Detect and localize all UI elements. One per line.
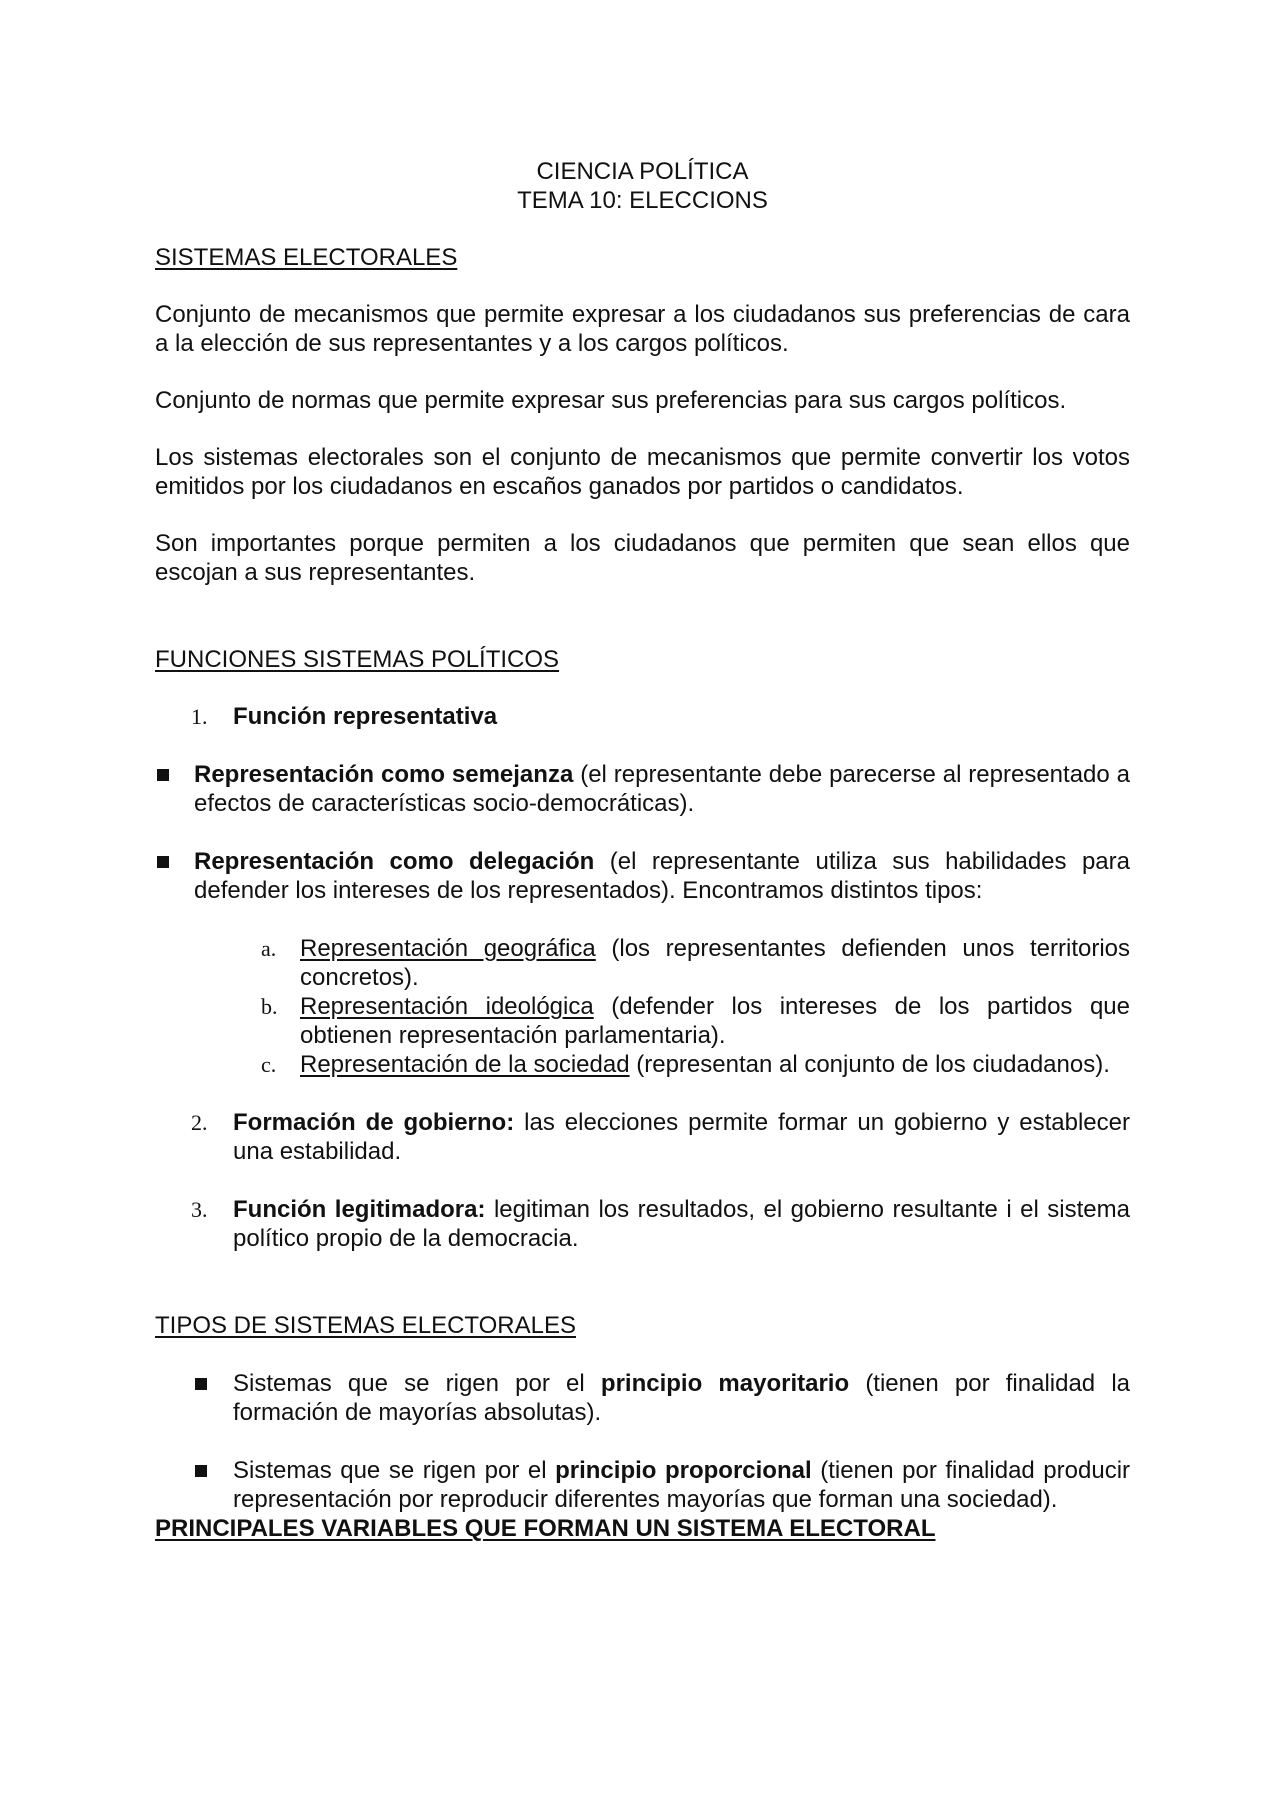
bullet-delegacion	[155, 847, 1130, 905]
bullet-text-post: (tienen por finalidad la formación de mayorías absolutas).	[233, 1370, 1131, 1426]
list-marker: 2.	[191, 1110, 208, 1135]
bullet-bold: Representación como semejanza	[194, 761, 574, 788]
sub-item-text: (defender los intereses de los partidos que obtienen representación parlamentaria).	[300, 993, 1130, 1049]
square-bullet-icon	[157, 856, 169, 868]
sub-item-underlined: Representación ideológica	[300, 993, 594, 1020]
bullet-proporcional	[155, 1456, 1130, 1514]
sub-item-b	[155, 992, 1130, 1050]
numbered-item-1	[155, 702, 1130, 731]
item-text: legitiman los resultados, el gobierno resultante i el sistema político propio de la democracia.	[233, 1196, 1130, 1252]
document-body	[155, 157, 1130, 1543]
paragraph-2: Conjunto de normas que permite expresar sus preferencias para sus cargos políticos.	[155, 387, 1067, 414]
item-title: Función representativa	[233, 703, 498, 730]
sub-item-text: (representan al conjunto de los ciudadanos).	[629, 1051, 1110, 1078]
bullet-bold: principio mayoritario	[600, 1370, 850, 1397]
bullet-text-pre: Sistemas que se rigen por el	[233, 1370, 601, 1397]
heading-funciones: FUNCIONES SISTEMAS POLÍTICOS	[155, 646, 560, 673]
sub-item-c	[155, 1050, 1130, 1079]
bullet-text-pre: Sistemas que se rigen por el	[233, 1457, 556, 1484]
title-line-2: TEMA 10: ELECCIONS	[517, 187, 768, 214]
bullet-mayoritario	[155, 1369, 1130, 1427]
paragraph-1: Conjunto de mecanismos que permite expresar a los ciudadanos sus preferencias de cara a la elección de sus representantes y a los cargos políticos.	[155, 301, 1130, 357]
numbered-item-3	[155, 1195, 1130, 1253]
list-marker: 3.	[191, 1197, 208, 1222]
bullet-semejanza	[155, 760, 1130, 818]
list-marker: b.	[261, 994, 278, 1019]
paragraph-4: Son importantes porque permiten a los ciudadanos que permiten que sean ellos que escojan a sus representantes.	[155, 530, 1130, 586]
square-bullet-icon	[157, 769, 169, 781]
sub-item-a	[155, 934, 1130, 992]
square-bullet-icon	[195, 1465, 207, 1477]
sub-item-underlined: Representación de la sociedad	[300, 1051, 630, 1078]
bullet-text: (el representante debe parecerse al representado a efectos de características socio-democráticas).	[194, 761, 1130, 817]
heading-sistemas-electorales: SISTEMAS ELECTORALES	[155, 244, 458, 271]
paragraph-3: Los sistemas electorales son el conjunto de mecanismos que permite convertir los votos emitidos por los ciudadanos en escaños ganados por partidos o candidatos.	[155, 444, 1130, 500]
list-marker: c.	[261, 1052, 277, 1077]
item-title: Función legitimadora:	[233, 1196, 486, 1223]
document-title	[155, 157, 1130, 215]
item-text: las elecciones permite formar un gobierno y establecer una estabilidad.	[233, 1109, 1130, 1165]
square-bullet-icon	[195, 1378, 207, 1390]
list-marker: 1.	[191, 704, 208, 729]
numbered-item-2	[155, 1108, 1130, 1166]
sub-item-text: (los representantes defienden unos territorios concretos).	[300, 935, 1130, 991]
bullet-bold: principio proporcional	[555, 1457, 812, 1484]
bullet-text-post: (tienen por finalidad producir representación por reproducir diferentes mayorías que forman una sociedad).	[233, 1457, 1131, 1513]
heading-principales-variables: PRINCIPALES VARIABLES QUE FORMAN UN SISTEMA ELECTORAL	[155, 1515, 936, 1542]
heading-tipos: TIPOS DE SISTEMAS ELECTORALES	[155, 1312, 577, 1339]
bullet-bold: Representación como delegación	[194, 848, 595, 875]
sub-item-underlined: Representación geográfica	[300, 935, 596, 962]
item-title: Formación de gobierno:	[233, 1109, 515, 1136]
list-marker: a.	[261, 936, 277, 961]
bullet-text: (el representante utiliza sus habilidades para defender los intereses de los representados). Encontramos distintos tipos:	[194, 848, 1130, 904]
title-line-1: CIENCIA POLÍTICA	[536, 158, 749, 185]
